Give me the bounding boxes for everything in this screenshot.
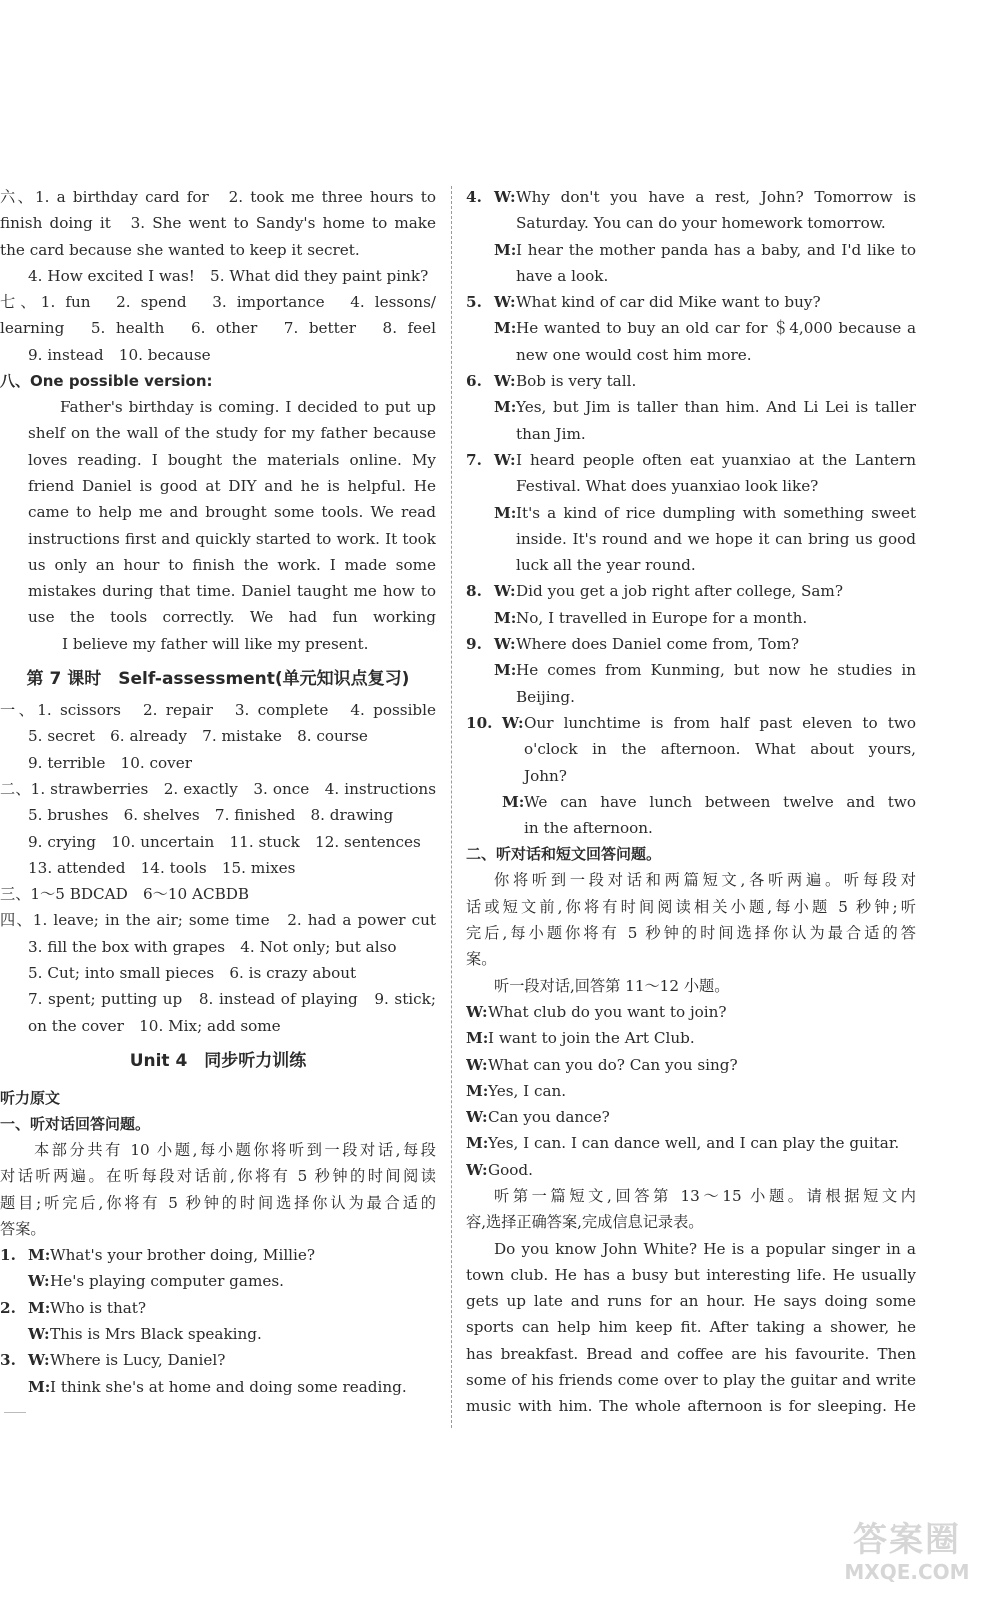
dialog-text: He wanted to buy an old car for ＄4,000 because a (516, 319, 916, 338)
dialog-text: We can have lunch between twelve and two (524, 792, 916, 811)
question-number: 2. (0, 1298, 16, 1317)
left-column (0, 184, 436, 1400)
speaker: M: (466, 1029, 489, 1048)
question-number: 8. (466, 582, 482, 601)
dialog-text: What kind of car did Mike want to buy? (516, 293, 821, 312)
dialog-text: I heard people often eat yuanxiao at the Lantern (516, 450, 916, 469)
speaker: W: (494, 188, 516, 206)
speaker: W: (28, 1272, 50, 1291)
dialog-line (466, 1130, 916, 1156)
speaker: W: (494, 582, 516, 601)
dialog-text: Good. (488, 1160, 533, 1179)
instruction-line: 话或短文前,你将有时间阅读相关小题,每小题 5 秒钟;听 (466, 897, 916, 916)
essay-line: came to help me and brought some tools. We read (28, 503, 436, 522)
dialog-line (466, 605, 916, 631)
passage-line: some of his friends come over to play the guitar and write (466, 1371, 916, 1390)
dialog-line: have a look. (516, 266, 609, 285)
passage-line: sports can help him keep fit. After taking a shower, he (466, 1318, 916, 1337)
dialog-text: No, I travelled in Europe for a month. (516, 608, 808, 627)
instruction-line: 听一段对话,回答第 11～12 小题。 (494, 976, 730, 995)
question-number: 3. (0, 1351, 16, 1370)
instruction-line: 对话听两遍。在听每段对话前,你将有 5 秒钟的时间阅读 (0, 1167, 436, 1186)
question-number: 5. (466, 293, 482, 312)
page-mark (4, 1412, 26, 1413)
answer-line: 9. crying 10. uncertain 11. stuck 12. sentences (28, 832, 421, 851)
essay-line: Father's birthday is coming. I decided to put up (60, 398, 436, 417)
answer-line: the card because she wanted to keep it secret. (0, 240, 360, 259)
speaker: M: (494, 608, 517, 627)
part-heading: 一、听对话回答问题。 (0, 1114, 151, 1133)
essay-line: friend Daniel is good at DIY and he is helpful. He (28, 476, 436, 495)
dialog-text: Where is Lucy, Daniel? (50, 1351, 226, 1370)
question-number: 1. (0, 1246, 16, 1265)
dialog-text: It's a kind of rice dumpling with something sweet (516, 503, 916, 522)
dialog-text: Our lunchtime is from half past eleven to two (524, 713, 916, 732)
dialog-line: Festival. What does yuanxiao look like? (516, 477, 819, 496)
dialog-line (466, 394, 916, 420)
speaker: M: (494, 398, 517, 417)
instruction-line: 容,选择正确答案,完成信息记录表。 (466, 1213, 704, 1232)
passage-line: music with him. The whole afternoon is for sleeping. He (466, 1397, 916, 1416)
dialog-line (466, 500, 916, 526)
speaker: M: (28, 1246, 51, 1265)
speaker: M: (494, 503, 517, 522)
dialog-line: inside. It's round and we hope it can bring us good (516, 529, 916, 548)
speaker: W: (466, 1108, 488, 1127)
dialog-line (0, 1321, 436, 1347)
speaker: W: (494, 635, 516, 654)
speaker: M: (466, 1081, 489, 1100)
dialog-text: Who is that? (50, 1298, 147, 1317)
dialog-line (466, 999, 916, 1025)
answer-line: 5. brushes 6. shelves 7. finished 8. drawing (28, 806, 394, 825)
answer-line: learning 5. health 6. other 7. better 8. feel (0, 319, 436, 338)
dialog-line (466, 447, 916, 473)
watermark-url: MXQE.COM (844, 1560, 970, 1584)
dialog-text: This is Mrs Black speaking. (50, 1324, 262, 1343)
dialog-line (0, 1242, 436, 1268)
dialog-line (466, 237, 916, 263)
dialog-line: John? (524, 766, 567, 785)
dialog-line: Beijing. (516, 687, 575, 706)
dialog-line (0, 1295, 436, 1321)
speaker: W: (28, 1351, 50, 1370)
instruction-line: 题目;听完后,你将有 5 秒钟的时间选择你认为最合适的 (0, 1193, 436, 1212)
question-number: 7. (466, 450, 482, 469)
lesson-title: 第 7 课时 Self-assessment(单元知识点复习) (26, 669, 410, 690)
answer-line: 二、1. strawberries 2. exactly 3. once 4. instructions (0, 779, 436, 798)
answer-line: finish doing it 3. She went to Sandy's home to make (0, 214, 436, 233)
speaker: W: (466, 1160, 488, 1179)
answer-line: 13. attended 14. tools 15. mixes (28, 858, 296, 877)
dialog-text: Yes, but Jim is taller than him. And Li Lei is taller (516, 398, 916, 417)
question-number: 9. (466, 635, 482, 654)
instruction-line: 完后,每小题你将有 5 秒钟的时间选择你认为最合适的答 (466, 924, 916, 943)
answer-line: 7. spent; putting up 8. instead of playing 9. stick; (28, 990, 436, 1009)
section-heading: 八、One possible version: (0, 372, 213, 391)
dialog-line (466, 289, 916, 315)
essay-line: shelf on the wall of the study for my father because (28, 424, 436, 443)
dialog-text: He comes from Kunming, but now he studies in (516, 661, 916, 680)
answer-line: 5. secret 6. already 7. mistake 8. course (28, 727, 368, 746)
speaker: W: (28, 1324, 50, 1343)
dialog-text: He's playing computer games. (50, 1272, 284, 1291)
dialog-line: in the afternoon. (524, 819, 653, 838)
dialog-text: Why don't you have a rest, John? Tomorrow is (516, 188, 916, 206)
speaker: M: (494, 319, 517, 338)
question-number: 10. (466, 713, 493, 732)
speaker: M: (466, 1134, 489, 1153)
speaker: M: (28, 1298, 51, 1317)
answer-line: on the cover 10. Mix; add some (28, 1016, 281, 1035)
dialog-text: I think she's at home and doing some reading. (50, 1377, 407, 1396)
speaker: W: (494, 372, 516, 391)
dialog-line (0, 1268, 436, 1294)
essay-line: us only an hour to finish the work. I made some (28, 555, 436, 574)
answer-line: 六、1. a birthday card for 2. took me three hours to (0, 188, 436, 206)
passage-line: gets up late and runs for an hour. He says doing some (466, 1292, 916, 1311)
instruction-line: 本部分共有 10 小题,每小题你将听到一段对话,每段 (34, 1140, 436, 1159)
dialog-line (466, 1025, 916, 1051)
dialog-line: new one would cost him more. (516, 345, 752, 364)
question-number: 4. (466, 188, 482, 206)
instruction-line: 案。 (466, 950, 497, 969)
dialog-text: I hear the mother panda has a baby, and I'd like to (516, 240, 916, 259)
answer-line: 9. terrible 10. cover (28, 753, 192, 772)
answer-line: 七、1. fun 2. spend 3. importance 4. lessons/ (0, 293, 436, 312)
passage-line: has breakfast. Bread and coffee are his favourite. Then (466, 1344, 916, 1363)
dialog-line (466, 1104, 916, 1130)
answer-line: 四、1. leave; in the air; some time 2. had a power cut (0, 911, 436, 930)
speaker: W: (466, 1055, 488, 1074)
instruction-line: 你将听到一段对话和两篇短文,各听两遍。听每段对 (494, 871, 916, 890)
dialog-line (466, 710, 916, 736)
dialog-line (466, 1157, 916, 1183)
dialog-line (466, 631, 916, 657)
dialog-line: o'clock in the afternoon. What about yours, (524, 740, 916, 759)
dialog-text: Yes, I can. (488, 1081, 567, 1100)
speaker: W: (502, 713, 524, 732)
right-column (466, 184, 916, 1420)
dialog-text: Can you dance? (488, 1108, 610, 1127)
instruction-line: 听第一篇短文,回答第 13～15 小题。请根据短文内 (494, 1186, 916, 1205)
dialog-line: luck all the year round. (516, 556, 696, 575)
essay-line: loves reading. I bought the materials online. My (28, 450, 436, 469)
passage-line: Do you know John White? He is a popular singer in a (494, 1239, 916, 1258)
essay-line: I believe my father will like my present. (62, 634, 369, 653)
dialog-text: Where does Daniel come from, Tom? (516, 635, 800, 654)
speaker: W: (494, 450, 516, 469)
dialog-text: What club do you want to join? (488, 1002, 727, 1021)
dialog-text: Yes, I can. I can dance well, and I can play the guitar. (488, 1134, 900, 1153)
speaker: M: (28, 1377, 51, 1396)
part-heading: 二、听对话和短文回答问题。 (466, 845, 662, 864)
dialog-line: Saturday. You can do your homework tomorrow. (516, 214, 886, 233)
answer-line: 9. instead 10. because (28, 345, 211, 364)
speaker: M: (494, 661, 517, 680)
dialog-line (466, 368, 916, 394)
dialog-text: I want to join the Art Club. (488, 1029, 695, 1048)
dialog-text: Bob is very tall. (516, 372, 637, 391)
speaker: W: (466, 1002, 488, 1021)
transcript-heading: 听力原文 (0, 1088, 61, 1107)
watermark-text: 答案圈 (853, 1520, 961, 1560)
dialog-line (466, 315, 916, 341)
answer-line: 5. Cut; into small pieces 6. is crazy about (28, 964, 357, 983)
answer-line: 一、1. scissors 2. repair 3. complete 4. possible (0, 701, 436, 720)
dialog-line (466, 1052, 916, 1078)
essay-line: instructions first and quickly started to work. It took (28, 529, 436, 548)
speaker: M: (502, 792, 525, 811)
watermark-logo (832, 1520, 982, 1590)
instruction-line: 答案。 (0, 1219, 46, 1238)
speaker: W: (494, 293, 516, 312)
dialog-line (466, 1078, 916, 1104)
unit-title: Unit 4 同步听力训练 (129, 1050, 307, 1071)
dialog-line (466, 184, 916, 210)
speaker: M: (494, 240, 517, 259)
dialog-line (466, 578, 916, 604)
dialog-line (0, 1347, 436, 1373)
dialog-text: Did you get a job right after college, Sam? (516, 582, 843, 601)
passage-line: town club. He has a busy but interesting life. He usually (466, 1265, 916, 1284)
essay-line: use the tools correctly. We had fun working (28, 608, 436, 627)
dialog-line (466, 657, 916, 683)
column-divider (451, 186, 452, 1428)
essay-line: mistakes during that time. Daniel taught me how to (28, 582, 436, 601)
answer-line: 三、1～5 BDCAD 6～10 ACBDB (0, 885, 250, 904)
answer-line: 3. fill the box with grapes 4. Not only; but also (28, 937, 397, 956)
dialog-text: What's your brother doing, Millie? (50, 1246, 316, 1265)
dialog-line (466, 789, 916, 815)
question-number: 6. (466, 372, 482, 391)
dialog-text: What can you do? Can you sing? (488, 1055, 738, 1074)
dialog-line: than Jim. (516, 424, 586, 443)
answer-line: 4. How excited I was! 5. What did they paint pink? (28, 266, 429, 285)
dialog-line (0, 1374, 436, 1400)
